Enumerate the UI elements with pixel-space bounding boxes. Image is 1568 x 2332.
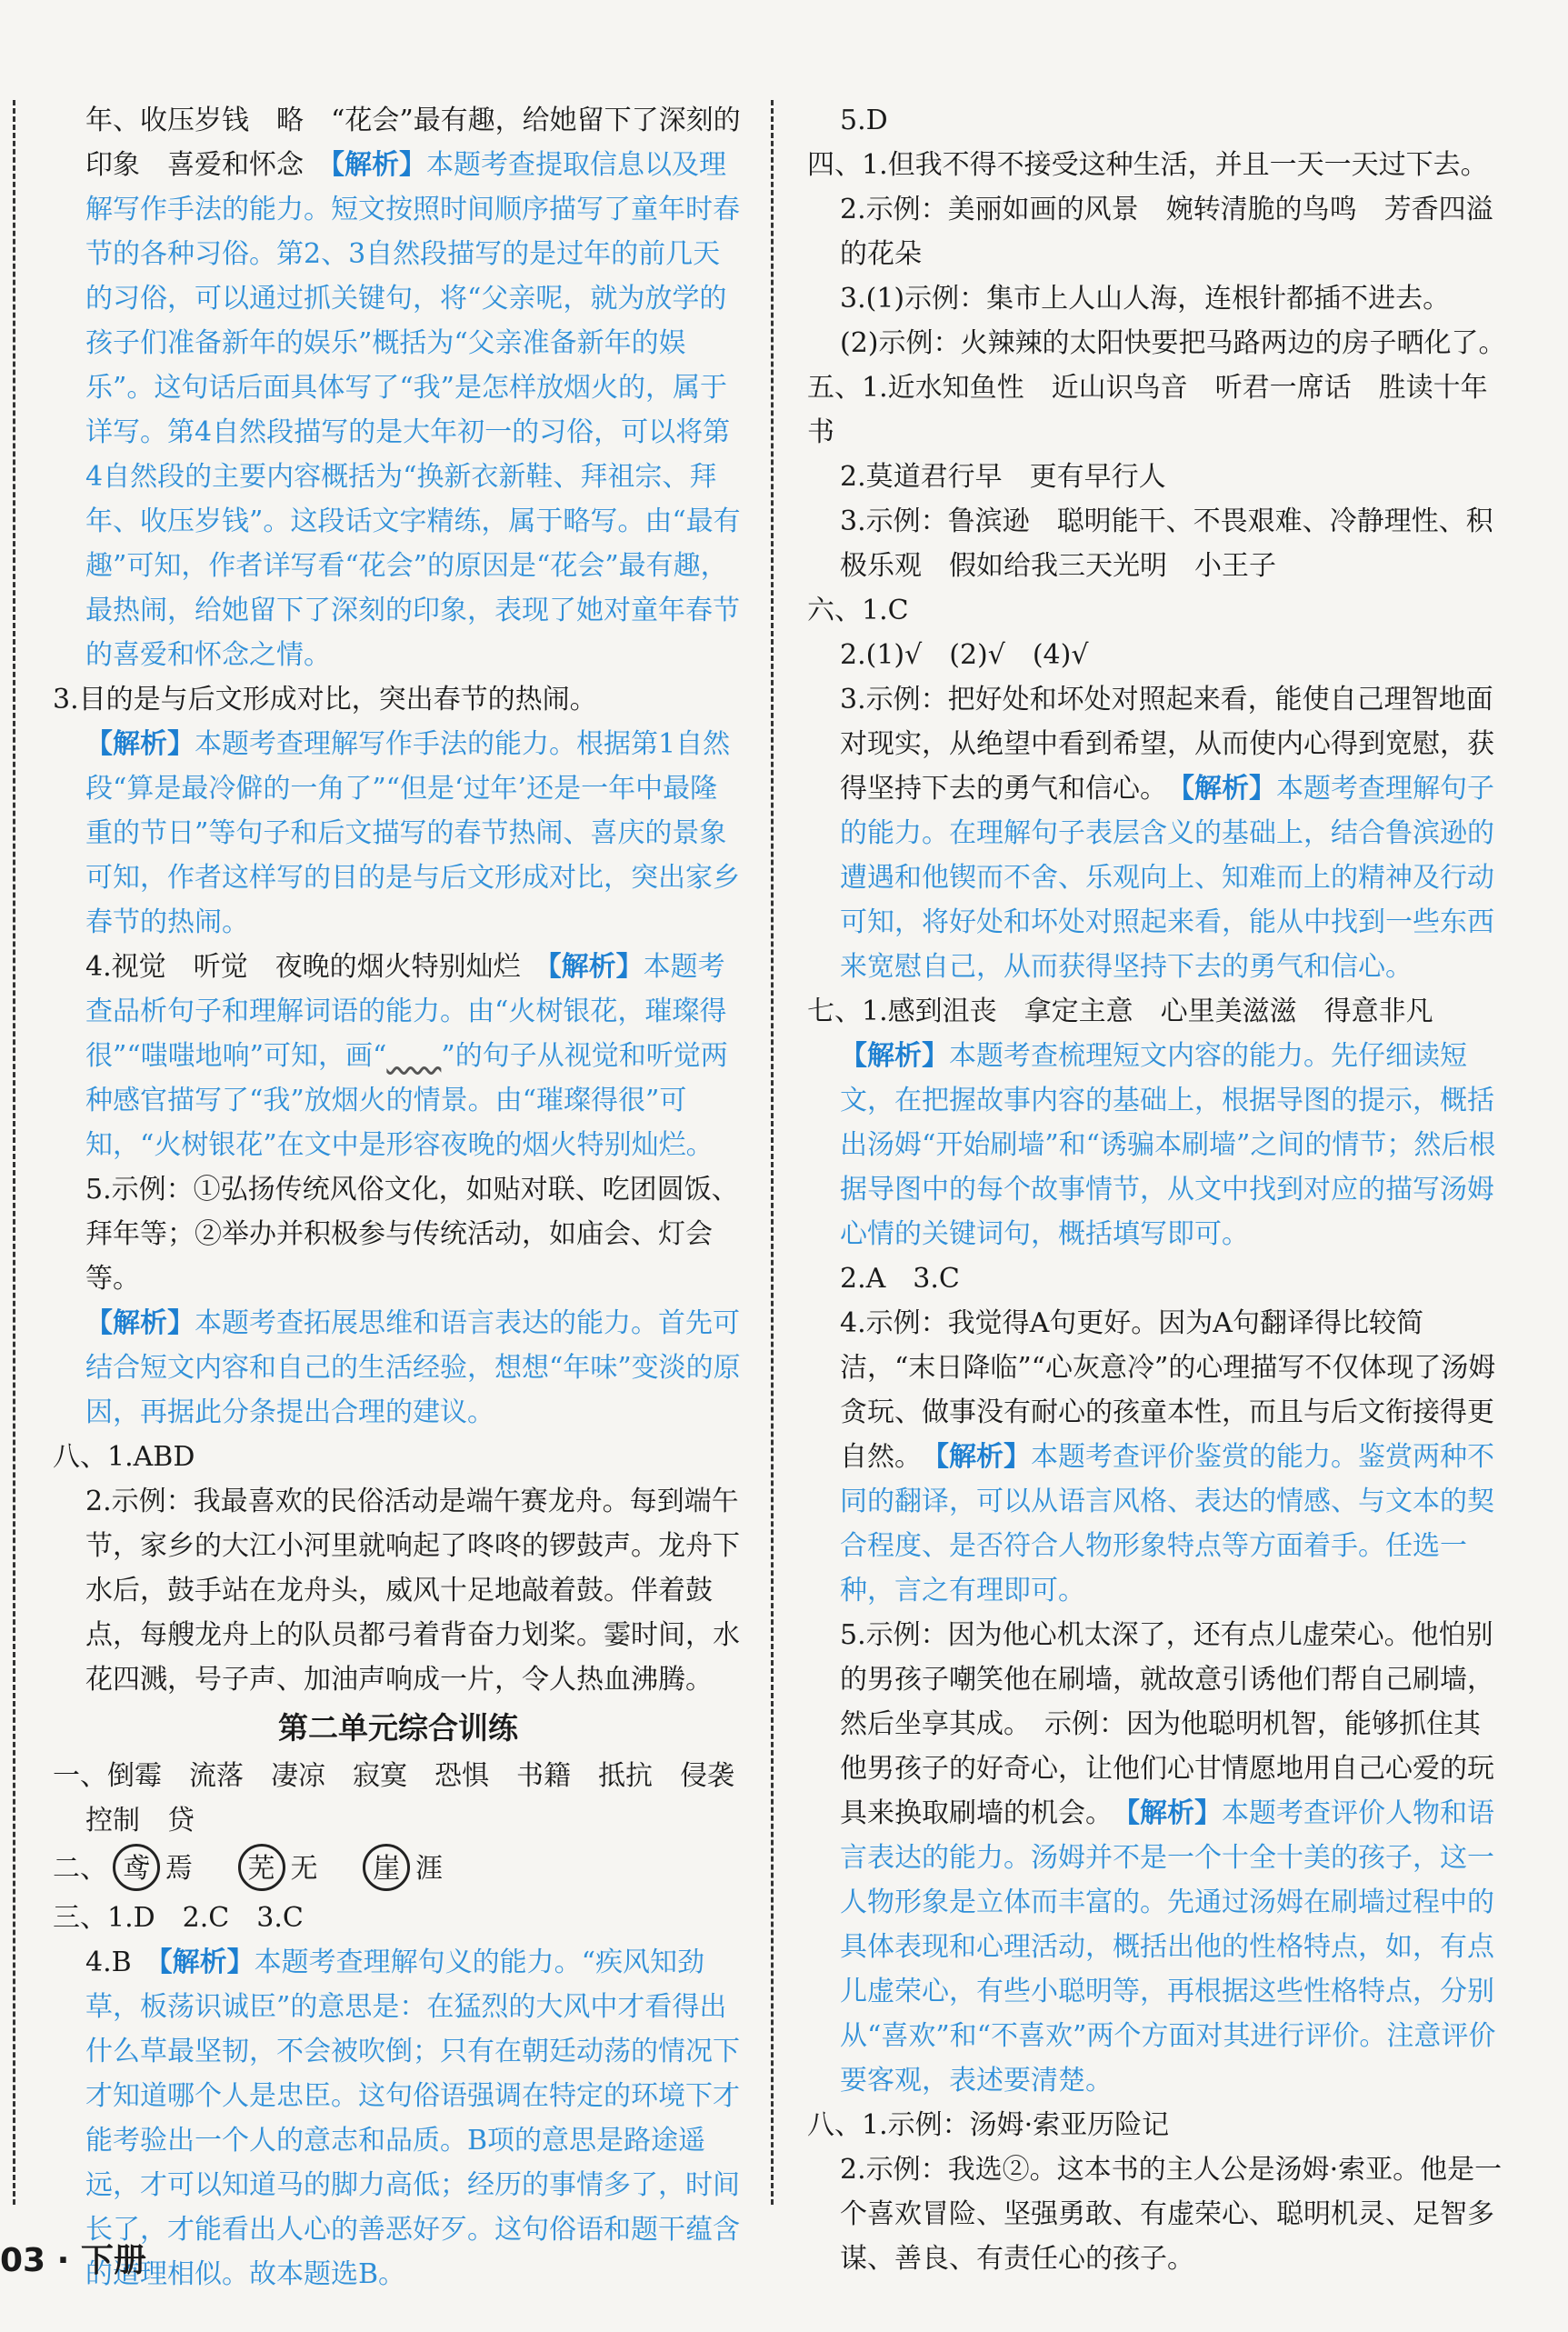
- section-4-q3a: 3.(1)示例：集市上人山人海，连根针都插不进去。: [840, 283, 1451, 315]
- analysis-tag: 【解析】: [840, 1040, 949, 1072]
- section-7-q2-q3: 2.A 3.C: [840, 1263, 960, 1295]
- unit-q4: [53, 1940, 744, 2297]
- unit-title: 第二单元综合训练: [278, 1710, 518, 1746]
- answer-text: 4.示例：我觉得A句更好。因为A句翻译得比较简洁，“末日降临”“心灰意冷”的心理描写不仅体现了汤姆贪玩、做事没有耐心的孩童本性，而且与后文衔接得更自然。: [840, 1307, 1496, 1473]
- section-5-q1: 五、1.近水知鱼性 近山识鸟音 听君一席话 胜读十年书: [807, 372, 1488, 448]
- char: 涯: [415, 1853, 444, 1885]
- analysis-text: ”的句子从视觉和听觉两种感官描写了“我”放烟火的情景。由“璀璨得很”可知，“火树银花”在文中是形容夜晚的烟火特别灿烂。: [85, 1040, 728, 1161]
- answer-block: [53, 143, 744, 677]
- section-7-q1: 七、1.感到沮丧 拿定主意 心里美滋滋 得意非凡: [807, 996, 1433, 1027]
- analysis-block: [807, 1034, 1507, 1256]
- answer-q5d: 5.D: [840, 105, 888, 136]
- analysis-text: 本题考查评价人物和语言表达的能力。汤姆并不是一个十全十美的孩子，这一人物形象是立体而丰富的。先通过汤姆在刷墙过程中的具体表现和心理活动，概括出他的性格特点，如，有点儿虚荣心，有些小聪明等，再根据这些性格特点，分别从“喜欢”和“不喜欢”两个方面对其进行评价。注意评价要客观，表述要清楚。: [840, 1797, 1496, 2097]
- right-column: [807, 98, 1507, 2281]
- circled-char: 鸢: [113, 1844, 160, 1891]
- section-5-q3: 3.示例：鲁滨逊 聪明能干、不畏艰难、冷静理性、积极乐观 假如给我三天光明 小王子: [840, 505, 1493, 582]
- analysis-tag: 【解析】: [1181, 773, 1276, 805]
- analysis-text: 本题考查评价鉴赏的能力。鉴赏两种不同的翻译，可以从语言风格、表达的情感、与文本的契合程度、是否符合人物形象特点等方面着手。任选一种，言之有理即可。: [840, 1441, 1494, 1606]
- analysis-text: 本题考查理解句义的能力。“疾风知劲草，板荡识诚臣”的意思是：在猛烈的大风中才看得出什么草最坚韧，不会被吹倒；只有在朝廷动荡的情况下才知道哪个人是忠臣。这句俗语强调在特定的环境下才能考验出一个人的意志和品质。B项的意思是路途遥远，才可以知道马的脚力高低；经历的事情多了，时间长了，才能看出人心的善恶好歹。这句俗语和题干蕴含的道理相似。故本题选B。: [85, 1947, 740, 2290]
- answer-text: 印象 喜爱和怀念: [85, 149, 331, 181]
- answer-line: 年、收压岁钱 略 “花会”最有趣，给她留下了深刻的: [85, 105, 741, 136]
- section-7-q5: [807, 1613, 1507, 2103]
- char: 无: [290, 1853, 318, 1885]
- section-8-q2: 2.示例：我最喜欢的民俗活动是端午赛龙舟。每到端午节，家乡的大江小河里就响起了咚咚的锣鼓声。龙舟下水后，鼓手站在龙舟头，威风十足地敲着鼓。伴着鼓点，每艘龙舟上的队员都弓着背奋力划桨。霎时间，水花四溅，号子声、加油声响成一片，令人热血沸腾。: [85, 1486, 740, 1696]
- unit-q3: 三、1.D 2.C 3.C: [53, 1902, 304, 1934]
- circled-char: 芜: [238, 1844, 285, 1891]
- section-6-q1: 六、1.C: [807, 595, 909, 626]
- analysis-text: 本题考查理解写作手法的能力。根据第1自然段“算是最冷僻的一角了”“但是‘过年’还是一年中最隆重的节日”等句子和后文描写的春节热闹、喜庆的景象可知，作者这样写的目的是与后文形成对比，突出家乡春节的热闹。: [85, 728, 740, 938]
- center-dashed-divider: [771, 100, 774, 2205]
- analysis-block: [53, 722, 744, 945]
- analysis-tag: 【解析】: [935, 1441, 1031, 1473]
- answer-q4: [53, 945, 744, 1167]
- section-6-q3: [807, 677, 1507, 989]
- unit-q2-label: 二、: [53, 1853, 107, 1885]
- circled-char: 崖: [363, 1844, 410, 1891]
- analysis-block: [53, 1301, 744, 1435]
- left-column: [53, 98, 744, 2297]
- analysis-text: 本题考查理解句子的能力。在理解句子表层含义的基础上，结合鲁滨逊的遭遇和他锲而不舍、乐观向上、知难而上的精神及行动可知，将好处和坏处对照起来看，能从中找到一些东西来宽慰自己，从而获得坚持下去的勇气和信心。: [840, 773, 1494, 983]
- page-footer: 03 · 下册: [0, 2242, 146, 2279]
- analysis-text: 本题考查拓展思维和语言表达的能力。首先可结合短文内容和自己的生活经验，想想“年味”变淡的原因，再据此分条提出合理的建议。: [85, 1307, 741, 1428]
- unit-q1-cont: 控制 贷: [85, 1805, 195, 1837]
- analysis-tag: 【解析】: [331, 149, 426, 181]
- section-7-q4: [807, 1301, 1507, 1613]
- section-8-q1: 八、1.ABD: [53, 1441, 195, 1473]
- analysis-text: 本题考查品析句子和理解词语的能力。由“火树银花，璀璨得很”“嗤嗤地响”可知，画“: [85, 951, 727, 1072]
- analysis-text: 本题考查梳理短文内容的能力。先仔细读短文，在把握故事内容的基础上，根据导图的提示，概括出汤姆“开始刷墙”和“诱骗本刷墙”之间的情节；然后根据导图中的每个故事情节，从文中找到对应的描写汤姆心情的关键词句，概括填写即可。: [840, 1040, 1496, 1250]
- analysis-text: 本题考查提取信息以及理解写作手法的能力。短文按照时间顺序描写了童年时春节的各种习俗。第2、3自然段描写的是过年的前几天的习俗，可以通过抓关键句，将“父亲呢，就为放学的孩子们准备新年的娱乐”概括为“父亲准备新年的娱乐”。这句话后面具体写了“我”是怎样放烟火的，属于详写。第4自然段描写的是大年初一的习俗，可以将第4自然段的主要内容概括为“换新衣新鞋、拜祖宗、拜年、收压岁钱”。这段话文字精练，属于略写。由“最有趣”可知，作者详写看“花会”的原因是“花会”最有趣，最热闹，给她留下了深刻的印象，表现了她对童年春节的喜爱和怀念之情。: [85, 149, 741, 671]
- section-4-q3b: (2)示例：火辣辣的太阳快要把马路两边的房子晒化了。: [840, 327, 1506, 359]
- answer-text: 3.示例：把好处和坏处对照起来看，能使自己理智地面对现实，从绝望中看到希望，从而使内心得到宽慰，获得坚持下去的勇气和信心。: [840, 684, 1494, 805]
- section-4-q2: 2.示例：美丽如画的风景 婉转清脆的鸟鸣 芳香四溢的花朵: [840, 194, 1493, 270]
- analysis-tag: 【解析】: [547, 951, 644, 983]
- analysis-tag: 【解析】: [1126, 1797, 1222, 1829]
- analysis-tag: 【解析】: [85, 728, 195, 760]
- left-dashed-divider: [13, 100, 15, 2205]
- analysis-tag: 【解析】: [158, 1947, 255, 1978]
- section-8-q1-right: 八、1.示例：汤姆·索亚历险记: [807, 2109, 1170, 2141]
- answer-text: 4.B: [85, 1947, 159, 1978]
- analysis-tag: 【解析】: [85, 1307, 195, 1339]
- answer-text: 5.示例：因为他心机太深了，还有点儿虚荣心。他怕别的男孩子嘲笑他在刷墙，就故意引诱他们帮自己刷墙，然后坐享其成。 示例：因为他聪明机智，能够抓住其他男孩子的好奇心，让他们心甘情愿地用自己心爱的玩具来换取刷墙的机会。: [840, 1619, 1494, 1829]
- answer-q5: 5.示例：①弘扬传统风俗文化，如贴对联、吃团圆饭、拜年等；②举办并积极参与传统活动，如庙会、灯会等。: [85, 1174, 739, 1295]
- section-4-q1: 四、1.但我不得不接受这种生活，并且一天一天过下去。: [807, 149, 1488, 181]
- answer-text: 4.视觉 听觉 夜晚的烟火特别灿烂: [85, 951, 548, 983]
- section-8-q2-right: 2.示例：我选②。这本书的主人公是汤姆·索亚。他是一个喜欢冒险、坚强勇敢、有虚荣心、聪明机灵、足智多谋、善良、有责任心的孩子。: [840, 2154, 1503, 2275]
- unit-q1: 一、倒霉 流落 凄凉 寂寞 恐惧 书籍 抵抗 侵袭: [53, 1760, 734, 1792]
- answer-q3: 3.目的是与后文形成对比，突出春节的热闹。: [53, 684, 597, 716]
- section-6-q2: 2.(1)√ (2)√ (4)√: [840, 639, 1089, 671]
- char: 焉: [165, 1853, 193, 1885]
- unit-q2: [53, 1843, 744, 1896]
- wavy-underline-mark: [386, 1040, 441, 1072]
- section-5-q2: 2.莫道君行早 更有早行人: [840, 461, 1166, 493]
